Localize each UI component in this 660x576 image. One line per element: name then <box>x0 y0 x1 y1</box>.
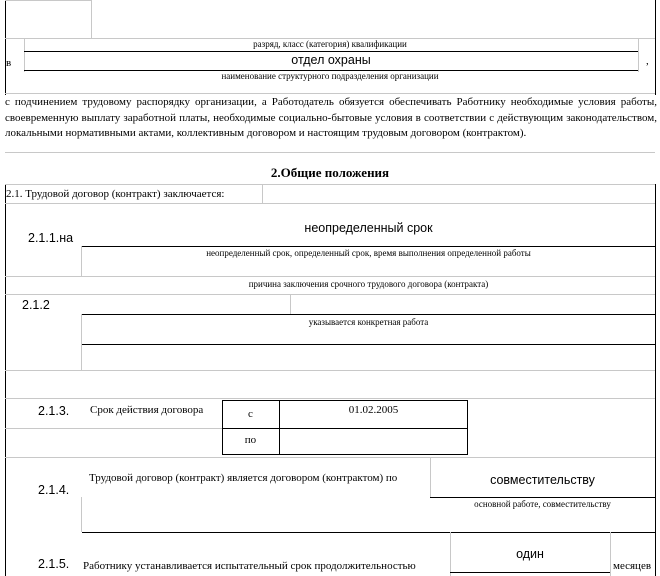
qualification-underline <box>24 51 638 52</box>
s211-reason-hint: причина заключения срочного трудового договора (контракта) <box>248 279 489 289</box>
grid-line <box>5 294 655 295</box>
section-title: 2.Общие положения <box>270 165 390 180</box>
s212-underline-2 <box>82 344 655 345</box>
grid-line <box>262 184 263 203</box>
grid-line <box>5 184 655 185</box>
grid-line <box>81 246 82 276</box>
s213-from-value: 01.02.2005 <box>348 404 399 416</box>
s211-value: неопределенный срок <box>304 221 433 235</box>
s214-underline <box>430 497 655 498</box>
department-value: отдел охраны <box>291 53 371 67</box>
s213-number: 2.1.3. <box>38 404 70 418</box>
s214-label: Трудовой договор (контракт) является договором (контрактом) по <box>89 472 398 484</box>
grid-line <box>5 370 655 371</box>
intro-paragraph: с подчинением трудовому распорядку организации, а Работодатель обязуется обеспечивать Работнику необходимые условия работы, своевременную выплату заработной платы, необходимые социально-бытовые условия в соответствии с действующим законодательством, локальными нормативными актами, коллективным договором и настоящим трудовым договором (контрактом). <box>5 96 657 139</box>
border-left <box>5 184 6 576</box>
grid-line <box>290 294 291 314</box>
grid-line <box>5 203 655 204</box>
s212-underline <box>82 314 655 315</box>
grid-line <box>81 497 82 532</box>
s212-hint: указывается конкретная работа <box>308 317 429 327</box>
s215-unit: месяцев <box>613 560 652 572</box>
s215-number: 2.1.5. <box>38 557 70 571</box>
s214-value: совместительству <box>490 473 595 487</box>
s215-value: один <box>516 547 544 561</box>
grid-line <box>5 93 655 94</box>
s214-number: 2.1.4. <box>38 483 70 497</box>
prefix-v: в <box>6 57 12 69</box>
grid-line <box>5 276 655 277</box>
comma: , <box>646 55 649 67</box>
s21-label: 2.1. Трудовой договор (контракт) заключается: <box>6 188 225 200</box>
grid-line <box>5 428 222 429</box>
grid-line <box>81 314 82 370</box>
s213-to-label: по <box>244 434 257 446</box>
s215-label: Работнику устанавливается испытательный срок продолжительностью <box>83 560 416 572</box>
s211-number: 2.1.1.на <box>28 231 74 245</box>
grid-line <box>5 152 655 153</box>
grid-line <box>610 532 611 576</box>
s211-hint: неопределенный срок, определенный срок, время выполнения определенной работы <box>206 248 531 258</box>
s213-label: Срок действия договора <box>90 404 204 416</box>
s215-underline <box>450 572 610 573</box>
grid-line <box>5 398 655 399</box>
department-hint: наименование структурного подразделения организации <box>221 71 439 81</box>
grid-line <box>5 457 655 458</box>
s213-from-label: с <box>248 408 253 420</box>
s213-box-midline <box>222 428 468 429</box>
s214-hint: основной работе, совместительству <box>474 499 611 509</box>
grid-line <box>91 0 92 38</box>
qualification-hint: разряд, класс (категория) квалификации <box>253 39 407 49</box>
s212-number: 2.1.2 <box>22 298 50 312</box>
border-right <box>655 184 656 576</box>
s211-underline <box>82 246 655 247</box>
grid-line <box>5 0 92 1</box>
s214-bottom-line <box>82 532 655 533</box>
